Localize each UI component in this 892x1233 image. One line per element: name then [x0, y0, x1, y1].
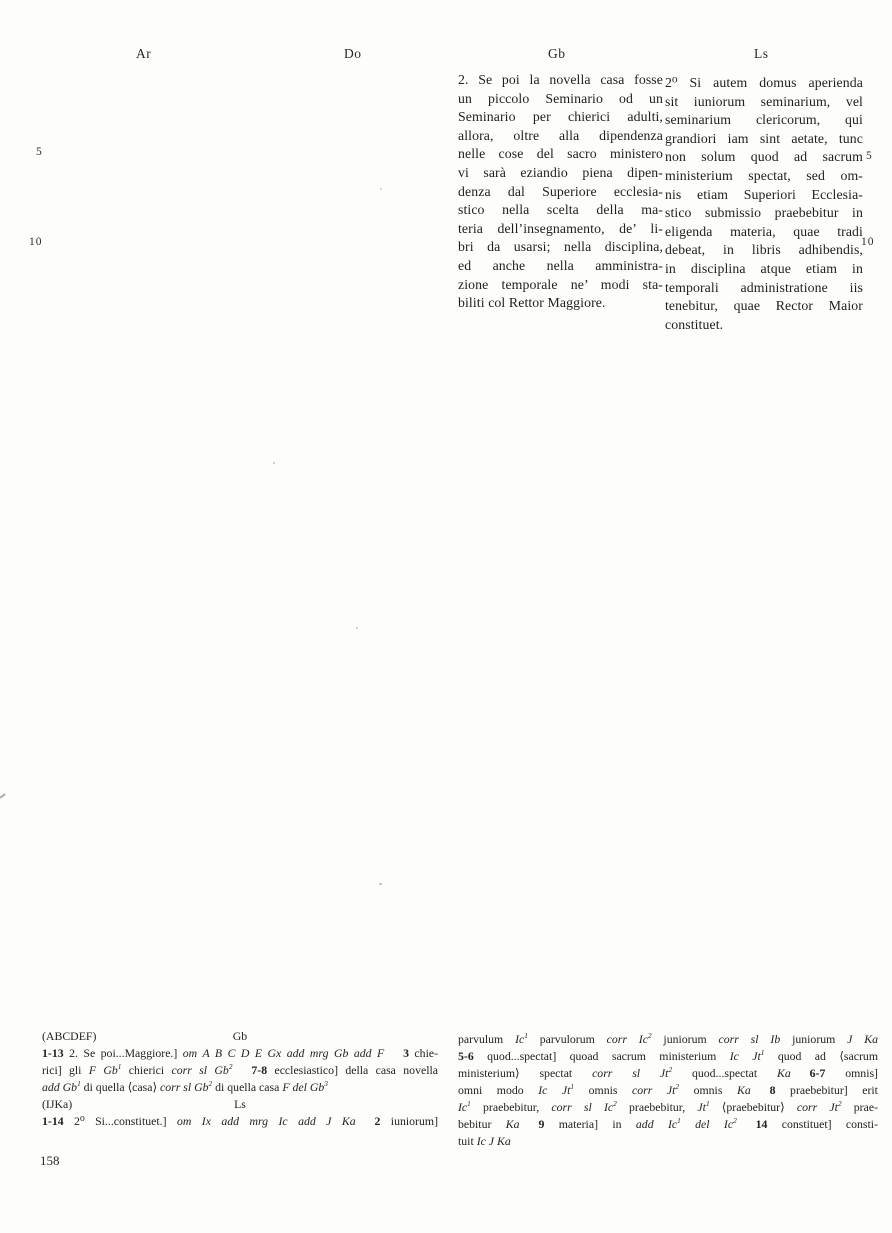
scan-mark [0, 793, 6, 799]
text-line: sit iuniorum seminarium, vel [665, 93, 863, 109]
apparatus-line: bebitur Ka 9 materia] in add Ic$^1$ del Ic$^2$ 14 constituet] consti- [458, 1116, 879, 1131]
column-header-ls: Ls [754, 46, 769, 61]
text-line: stico nella scelta della ma- [458, 202, 663, 218]
page-number: 158 [40, 1153, 60, 1168]
apparatus-line: Ic$^1$ praebebitur, corr sl Ic$^2$ praebebitur, Jt$^1$ ⟨praebebitur⟩ corr Jt$^2$ prae- [458, 1099, 879, 1114]
text-line: seminarium clericorum, qui [665, 112, 863, 128]
text-line: tenebitur, quae Rector Maior [665, 298, 863, 314]
text-line: temporali administratione iis [665, 279, 863, 295]
apparatus-line: parvulum Ic$^1$ parvulorum corr Ic$^2$ juniorum corr sl Ib juniorum J Ka [458, 1031, 879, 1046]
column-header-do: Do [344, 46, 362, 61]
line-number-right-5: 5 [866, 150, 873, 162]
scan-speck [380, 188, 382, 190]
text-line: vi sarà eziandio piena dipen- [458, 164, 663, 180]
apparatus-line: tuit Ic J Ka [458, 1134, 511, 1148]
scan-speck [356, 627, 358, 629]
text-line: teria dell’insegnamento, de’ li- [458, 220, 663, 236]
text-line: debeat, in libris adhibendis, [665, 242, 863, 258]
apparatus-line: rici] gli F Gb$^1$ chierici corr sl Gb$^2$ 7-8 ecclesiastico] della casa novella [42, 1062, 438, 1077]
latin-text-column [665, 74, 863, 334]
line-number-left-10: 10 [29, 236, 43, 248]
text-line: grandiori iam sint aetate, tunc [665, 130, 863, 146]
text-line: denza dal Superiore ecclesia- [458, 183, 663, 199]
text-line: zione temporale ne’ modi sta- [458, 276, 663, 292]
text-line: nis etiam Superiori Ecclesia- [665, 186, 863, 202]
apparatus-right-column [458, 1031, 878, 1150]
apparatus-block2-entries [42, 1113, 438, 1130]
text-line: biliti col Rettor Maggiore. [458, 295, 606, 311]
witness-sigla-abcdef: (ABCDEF) [42, 1029, 97, 1043]
apparatus-left-column [42, 1028, 438, 1130]
scan-speck [273, 462, 275, 464]
apparatus-block1-entries [42, 1045, 438, 1096]
text-line: eligenda materia, quae tradi [665, 223, 863, 239]
text-line: stico submissio praebebitur in [665, 205, 863, 221]
apparatus-block2-header [42, 1096, 438, 1113]
text-line: ed anche nella amministra- [458, 257, 663, 273]
text-line: allora, oltre alla dipendenza [458, 127, 663, 143]
apparatus-line: add Gb$^1$ di quella ⟨casa⟩ corr sl Gb$^2$ di quella casa F del Gb$^3$ [42, 1079, 328, 1094]
apparatus-line: 1-13 2. Se poi...Maggiore.] om A B C D E Gx add mrg Gb add F 3 chie- [42, 1046, 439, 1060]
line-number-right-10: 10 [861, 236, 875, 248]
line-number-left-5: 5 [36, 146, 43, 158]
scan-speck [379, 883, 382, 885]
apparatus-block1-header [42, 1028, 438, 1045]
apparatus-line: 5-6 quod...spectat] quoad sacrum ministerium Ic Jt$^1$ quod ad ⟨sacrum [458, 1048, 878, 1063]
text-line: constituet. [665, 316, 724, 332]
source-siglum-ls: Ls [234, 1097, 246, 1111]
text-line: in disciplina atque etiam in [665, 260, 863, 276]
apparatus-right-entries [458, 1031, 878, 1150]
text-line: ministerium spectat, sed om- [665, 167, 863, 183]
apparatus-line: omni modo Ic Jt$^1$ omnis corr Jt$^2$ omnis Ka 8 praebebitur] erit [458, 1082, 878, 1097]
text-line: 2⁰ Si autem domus aperienda [665, 75, 863, 90]
text-line: bri da usarsi; nella disciplina, [458, 239, 663, 255]
apparatus-line: 1-14 2⁰ Si...constituet.] om Ix add mrg Ic add J Ka 2 iuniorum] [42, 1114, 438, 1128]
text-line: Seminario per chierici adulti, [458, 109, 663, 125]
witness-sigla-ijka: (IJKa) [42, 1097, 73, 1111]
text-line: un piccolo Seminario od un [458, 90, 663, 106]
text-line: 2. Se poi la novella casa fosse [458, 72, 663, 87]
apparatus-line: ministerium⟩ spectat corr sl Jt$^2$ quod...spectat Ka 6-7 omnis] [458, 1065, 878, 1080]
source-siglum-gb: Gb [232, 1029, 248, 1043]
column-header-gb: Gb [548, 46, 566, 61]
column-header-ar: Ar [136, 46, 152, 61]
italian-text-column [458, 71, 663, 313]
text-line: nelle cose del sacro ministero [458, 146, 663, 162]
text-line: non solum quod ad sacrum [665, 149, 863, 165]
